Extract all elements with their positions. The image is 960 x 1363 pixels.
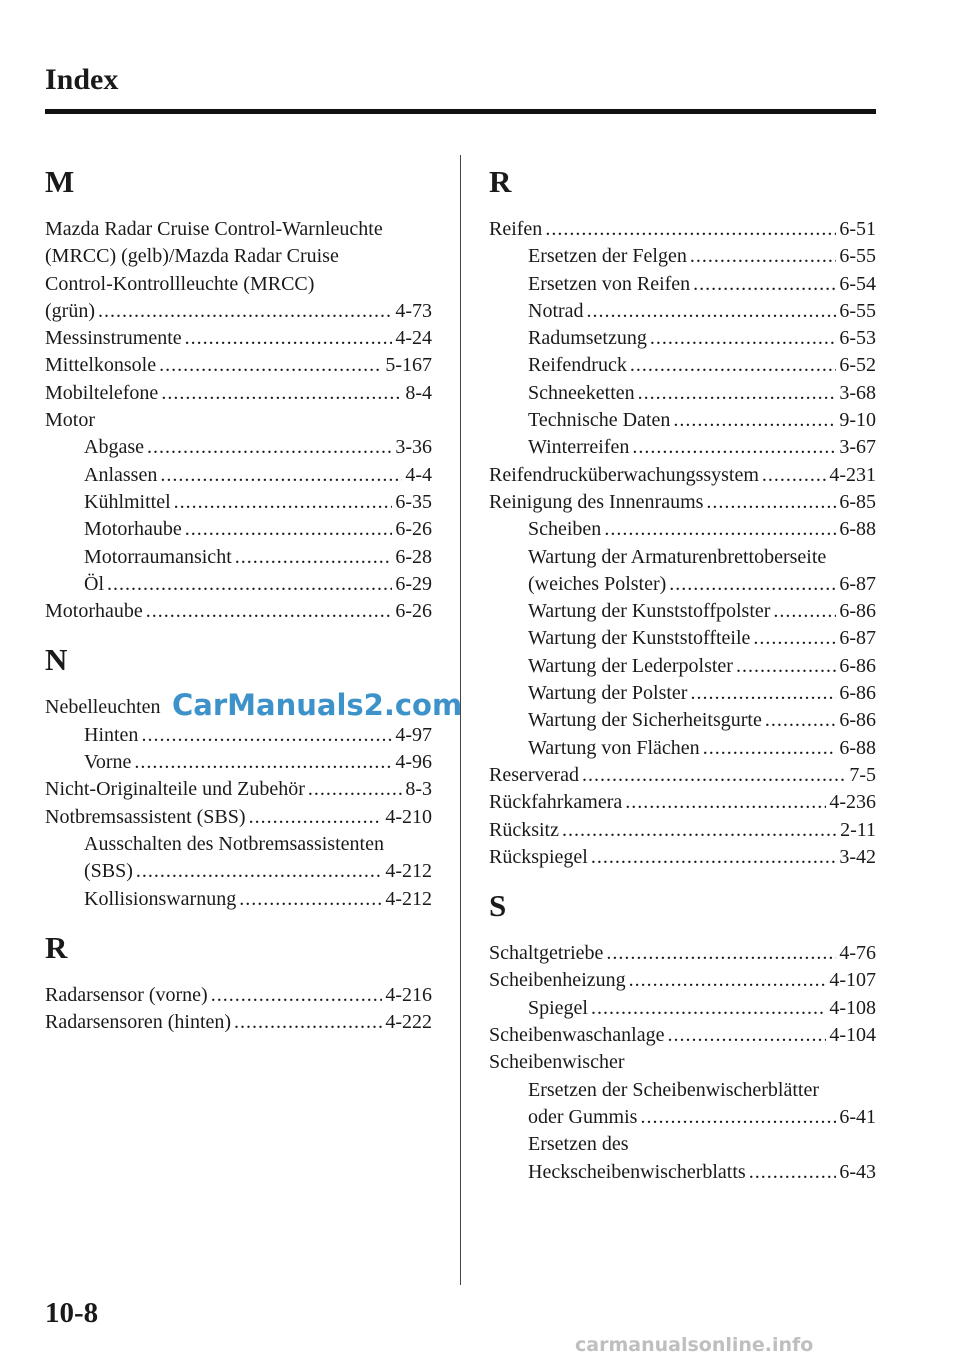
dot-leader xyxy=(625,789,826,816)
index-entry-line: (MRCC) (gelb)/Mazda Radar Cruise xyxy=(45,245,339,268)
entry-label: Reifendruck xyxy=(528,354,627,377)
entry-page-ref: 6-43 xyxy=(839,1160,876,1183)
dot-leader xyxy=(604,516,836,543)
dot-leader xyxy=(629,967,827,994)
index-subentry xyxy=(489,653,876,680)
index-subentry xyxy=(489,571,876,598)
entry-page-ref: 6-88 xyxy=(839,518,876,541)
index-entry xyxy=(45,982,432,1009)
dot-leader xyxy=(690,680,836,707)
entry-page-ref: 6-53 xyxy=(839,327,876,350)
entry-page-ref: 8-4 xyxy=(405,381,432,404)
dot-leader xyxy=(239,886,382,913)
entry-page-ref: 4-212 xyxy=(385,860,432,883)
index-column-right xyxy=(489,155,876,1186)
dot-leader xyxy=(98,298,392,325)
entry-label: Notbremsassistent (SBS) xyxy=(45,805,246,828)
index-entry xyxy=(45,598,432,625)
index-subentry xyxy=(45,434,432,461)
entry-label: Schneeketten xyxy=(528,381,635,404)
entry-label: Heckscheibenwischerblatts xyxy=(528,1160,746,1183)
entry-label: Radumsetzung xyxy=(528,327,647,350)
dot-leader xyxy=(234,1009,382,1036)
entry-label: Anlassen xyxy=(84,463,158,486)
entry-page-ref: 4-4 xyxy=(405,463,432,486)
dot-leader xyxy=(185,516,393,543)
entry-page-ref: 3-67 xyxy=(839,436,876,459)
index-entry xyxy=(45,325,432,352)
entry-page-ref: 4-96 xyxy=(395,751,432,774)
entry-label: Wartung der Kunststoffteile xyxy=(528,627,751,650)
dot-leader xyxy=(147,434,392,461)
index-subentry xyxy=(45,462,432,489)
dot-leader xyxy=(134,749,392,776)
dot-leader xyxy=(562,817,837,844)
entry-page-ref: 6-85 xyxy=(839,490,876,513)
index-entry xyxy=(489,1022,876,1049)
index-subentry xyxy=(489,298,876,325)
entry-page-ref: 4-222 xyxy=(385,1011,432,1034)
entry-page-ref: 4-216 xyxy=(385,983,432,1006)
dot-leader xyxy=(185,325,393,352)
entry-label: Rückspiegel xyxy=(489,845,588,868)
entry-label: Nicht-Originalteile und Zubehör xyxy=(45,778,305,801)
entry-label: Messinstrumente xyxy=(45,327,182,350)
dot-leader xyxy=(161,380,402,407)
entry-label: Scheibenheizung xyxy=(489,969,626,992)
entry-label: Spiegel xyxy=(528,996,588,1019)
dot-leader xyxy=(159,352,382,379)
dot-leader xyxy=(706,489,836,516)
entry-label: Motorhaube xyxy=(84,518,182,541)
dot-leader xyxy=(107,571,392,598)
dot-leader xyxy=(762,462,826,489)
entry-label: Öl xyxy=(84,572,104,595)
index-subentry xyxy=(45,886,432,913)
index-entry xyxy=(489,967,876,994)
index-subentry xyxy=(489,625,876,652)
index-entry xyxy=(45,352,432,379)
entry-label: (weiches Polster) xyxy=(528,572,667,595)
index-subentry xyxy=(45,544,432,571)
source-watermark: carmanualsonline.info xyxy=(575,1334,814,1356)
entry-label: Wartung der Lederpolster xyxy=(528,654,733,677)
index-subentry xyxy=(489,243,876,270)
entry-page-ref: 6-29 xyxy=(395,572,432,595)
index-entry xyxy=(489,817,876,844)
entry-label: Scheibenwaschanlage xyxy=(489,1024,665,1047)
index-subentry xyxy=(45,516,432,543)
entry-page-ref: 6-52 xyxy=(839,354,876,377)
dot-leader xyxy=(235,544,393,571)
entry-page-ref: 4-107 xyxy=(829,969,876,992)
entry-page-ref: 6-26 xyxy=(395,518,432,541)
dot-leader xyxy=(160,462,402,489)
entry-page-ref: 6-55 xyxy=(839,245,876,268)
entry-label: Kühlmittel xyxy=(84,490,171,513)
entry-page-ref: 4-108 xyxy=(829,996,876,1019)
dot-leader xyxy=(632,434,836,461)
dot-leader xyxy=(141,722,392,749)
entry-label: Ersetzen der Felgen xyxy=(528,245,687,268)
entry-label: Mittelkonsole xyxy=(45,354,157,377)
entry-label: Reifendrucküberwachungssystem xyxy=(489,463,759,486)
entry-label: Winterreifen xyxy=(528,436,630,459)
entry-label: Scheiben xyxy=(528,518,602,541)
index-entry xyxy=(489,462,876,489)
entry-label: Motor xyxy=(45,409,95,432)
section-letter: R xyxy=(489,164,512,199)
entry-label: Reifen xyxy=(489,218,543,240)
index-entry-line: Ersetzen der Scheibenwischerblätter xyxy=(528,1078,819,1101)
entry-page-ref: 4-73 xyxy=(395,299,432,322)
index-subentry xyxy=(489,680,876,707)
entry-label: Reinigung des Innenraums xyxy=(489,490,704,513)
header-rule xyxy=(45,109,876,114)
dot-leader xyxy=(582,762,846,789)
dot-leader xyxy=(136,858,382,885)
index-subentry xyxy=(45,571,432,598)
section-letter: R xyxy=(45,929,68,965)
dot-leader xyxy=(587,298,837,325)
dot-leader xyxy=(174,489,393,516)
entry-label: Technische Daten xyxy=(528,409,671,432)
dot-leader xyxy=(765,707,836,734)
entry-label: Reserverad xyxy=(489,763,579,786)
entry-page-ref: 3-68 xyxy=(839,381,876,404)
dot-leader xyxy=(146,598,393,625)
index-entry-line: Wartung der Armaturenbrettoberseite xyxy=(528,545,827,568)
entry-page-ref: 6-54 xyxy=(839,272,876,295)
entry-label: oder Gummis xyxy=(528,1105,638,1128)
dot-leader xyxy=(591,844,836,871)
entry-label: Wartung von Flächen xyxy=(528,736,700,759)
dot-leader xyxy=(773,598,836,625)
index-subentry xyxy=(489,352,876,379)
dot-leader xyxy=(673,407,836,434)
entry-page-ref: 9-10 xyxy=(839,409,876,432)
index-subentry xyxy=(489,598,876,625)
dot-leader xyxy=(650,325,836,352)
entry-page-ref: 6-88 xyxy=(839,736,876,759)
entry-label: Mobiltelefone xyxy=(45,381,159,404)
index-entry xyxy=(45,298,432,325)
entry-label: Nebelleuchten xyxy=(45,696,161,719)
entry-label: Ersetzen von Reifen xyxy=(528,272,691,295)
entry-page-ref: 4-76 xyxy=(839,942,876,965)
entry-page-ref: 6-86 xyxy=(839,600,876,623)
entry-page-ref: 4-231 xyxy=(829,463,876,486)
index-entry-line: Mazda Radar Cruise Control-Warnleuchte xyxy=(45,218,383,240)
entry-page-ref: 5-167 xyxy=(385,354,432,377)
dot-leader xyxy=(690,243,837,270)
index-entry-line: Control-Kontrollleuchte (MRCC) xyxy=(45,272,315,295)
entry-label: (SBS) xyxy=(84,860,133,883)
dot-leader xyxy=(736,653,836,680)
index-subentry xyxy=(489,271,876,298)
dot-leader xyxy=(606,940,836,967)
section-letter: M xyxy=(45,164,75,199)
entry-label: Wartung der Sicherheitsgurte xyxy=(528,709,762,732)
dot-leader xyxy=(630,352,836,379)
entry-label: Radarsensoren (hinten) xyxy=(45,1011,232,1034)
entry-page-ref: 2-11 xyxy=(840,818,876,841)
dot-leader xyxy=(693,271,836,298)
index-subentry xyxy=(489,380,876,407)
entry-page-ref: 4-24 xyxy=(395,327,432,350)
index-entry xyxy=(489,762,876,789)
entry-page-ref: 7-5 xyxy=(849,763,876,786)
entry-label: Wartung der Polster xyxy=(528,682,688,705)
index-entry xyxy=(489,1049,876,1076)
entry-label: Rücksitz xyxy=(489,818,559,841)
dot-leader xyxy=(749,1159,837,1186)
dot-leader xyxy=(638,380,837,407)
index-entry xyxy=(489,489,876,516)
dot-leader xyxy=(703,735,837,762)
index-entry xyxy=(489,789,876,816)
entry-label: Motorhaube xyxy=(45,600,143,623)
index-subentry xyxy=(489,434,876,461)
dot-leader xyxy=(545,216,836,243)
index-subentry xyxy=(45,749,432,776)
entry-label: Vorne xyxy=(84,751,132,774)
entry-page-ref: 4-97 xyxy=(395,723,432,746)
watermark-logo: CarManuals2.com xyxy=(172,688,463,722)
index-entry xyxy=(45,1009,432,1036)
entry-label: Rückfahrkamera xyxy=(489,791,623,814)
index-subentry xyxy=(489,735,876,762)
dot-leader xyxy=(669,571,836,598)
dot-leader xyxy=(753,625,836,652)
index-subentry xyxy=(45,858,432,885)
index-entry xyxy=(45,804,432,831)
entry-page-ref: 6-86 xyxy=(839,654,876,677)
entry-label: Scheibenwischer xyxy=(489,1051,625,1074)
entry-page-ref: 4-236 xyxy=(829,791,876,814)
index-subentry xyxy=(489,995,876,1022)
section-letter: N xyxy=(45,642,68,678)
entry-page-ref: 6-87 xyxy=(839,627,876,650)
entry-page-ref: 4-212 xyxy=(385,887,432,910)
index-entry-line: Ausschalten des Notbremsassistenten xyxy=(84,832,384,855)
index-subentry xyxy=(489,1159,876,1186)
entry-page-ref: 4-104 xyxy=(829,1024,876,1047)
page-title: Index xyxy=(45,63,119,96)
entry-page-ref: 6-51 xyxy=(839,218,876,240)
index-subentry xyxy=(45,722,432,749)
dot-leader xyxy=(308,776,402,803)
entry-page-ref: 6-41 xyxy=(839,1105,876,1128)
entry-page-ref: 6-28 xyxy=(395,545,432,568)
index-subentry xyxy=(489,1104,876,1131)
page-number: 10-8 xyxy=(45,1297,99,1329)
entry-label: Motorraumansicht xyxy=(84,545,232,568)
entry-page-ref: 6-35 xyxy=(395,490,432,513)
index-subentry xyxy=(489,707,876,734)
index-entry xyxy=(489,844,876,871)
entry-label: Wartung der Kunststoffpolster xyxy=(528,600,771,623)
entry-label: (grün) xyxy=(45,299,95,322)
entry-label: Hinten xyxy=(84,723,139,746)
entry-page-ref: 6-87 xyxy=(839,572,876,595)
index-entry xyxy=(45,407,432,434)
entry-label: Schaltgetriebe xyxy=(489,942,604,965)
entry-page-ref: 4-210 xyxy=(385,805,432,828)
index-subentry xyxy=(489,407,876,434)
index-entry xyxy=(45,380,432,407)
entry-page-ref: 3-42 xyxy=(839,845,876,868)
entry-page-ref: 6-86 xyxy=(839,682,876,705)
dot-leader xyxy=(591,995,826,1022)
entry-label: Radarsensor (vorne) xyxy=(45,983,208,1006)
entry-page-ref: 6-86 xyxy=(839,709,876,732)
entry-page-ref: 6-55 xyxy=(839,299,876,322)
index-subentry xyxy=(45,489,432,516)
entry-page-ref: 6-26 xyxy=(395,600,432,623)
index-entry xyxy=(489,216,876,243)
dot-leader xyxy=(211,982,383,1009)
index-column-left xyxy=(45,155,432,1036)
index-entry xyxy=(45,776,432,803)
section-letter: S xyxy=(489,888,507,924)
dot-leader xyxy=(640,1104,836,1131)
entry-label: Abgase xyxy=(84,436,144,459)
dot-leader xyxy=(249,804,383,831)
entry-label: Kollisionswarnung xyxy=(84,887,237,910)
index-subentry xyxy=(489,325,876,352)
entry-page-ref: 8-3 xyxy=(405,778,432,801)
index-subentry xyxy=(489,516,876,543)
index-entry-line: Ersetzen des xyxy=(528,1133,629,1156)
entry-page-ref: 3-36 xyxy=(395,436,432,459)
entry-label: Notrad xyxy=(528,299,584,322)
index-entry xyxy=(489,940,876,967)
dot-leader xyxy=(667,1022,826,1049)
